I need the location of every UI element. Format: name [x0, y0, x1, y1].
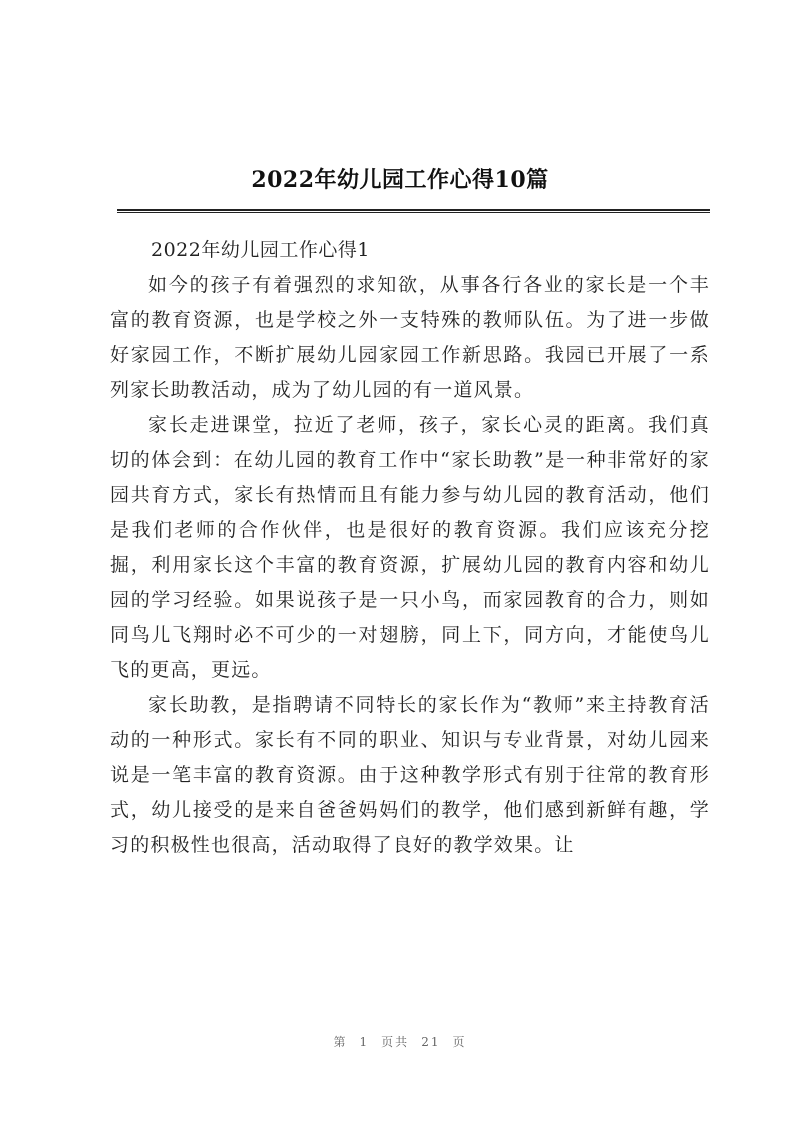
paragraph: 家长走进课堂，拉近了老师，孩子，家长心灵的距离。我们真切的体会到：在幼儿园的教育工作中“家长助教”是一种非常好的家园共育方式，家长有热情而且有能力参与幼儿园的教育活动，他们是我们老师的合作伙伴，也是很好的教育资源。我们应该充分挖掘，利用家长这个丰富的教育资源，扩展幼儿园的教育内容和幼儿园的学习经验。如果说孩子是一只小鸟，而家园教育的合力，则如同鸟儿飞翔时必不可少的一对翅膀，同上下，同方向，才能使鸟儿飞的更高，更远。 [110, 414, 710, 681]
page-footer [0, 1033, 800, 1050]
footer-suffix: 页 [452, 1035, 467, 1049]
footer-prefix: 第 [333, 1035, 348, 1049]
paragraph: 如今的孩子有着强烈的求知欲，从事各行各业的家长是一个丰富的教育资源，也是学校之外一支特殊的教师队伍。为了进一步做好家园工作，不断扩展幼儿园家园工作新思路。我园已开展了一系列家长助教活动，成为了幼儿园的有一道风景。 [110, 274, 710, 401]
section-heading: 2022年幼儿园工作心得1 [151, 239, 370, 261]
paragraph: 家长助教，是指聘请不同特长的家长作为“教师”来主持教育活动的一种形式。家长有不同的职业、知识与专业背景，对幼儿园来说是一笔丰富的教育资源。由于这种教学形式有别于往常的教育形式，幼儿接受的是来自爸爸妈妈们的教学，他们感到新鲜有趣，学习的积极性也很高，活动取得了良好的教学效果。让 [110, 694, 710, 856]
footer-current-page: 1 [359, 1035, 370, 1049]
footer-middle: 页共 [381, 1035, 410, 1049]
footer-total-pages: 21 [421, 1035, 441, 1049]
title-divider [117, 209, 710, 213]
document-body [110, 268, 710, 863]
document-title: 2022年幼儿园工作心得10篇 [251, 167, 549, 193]
